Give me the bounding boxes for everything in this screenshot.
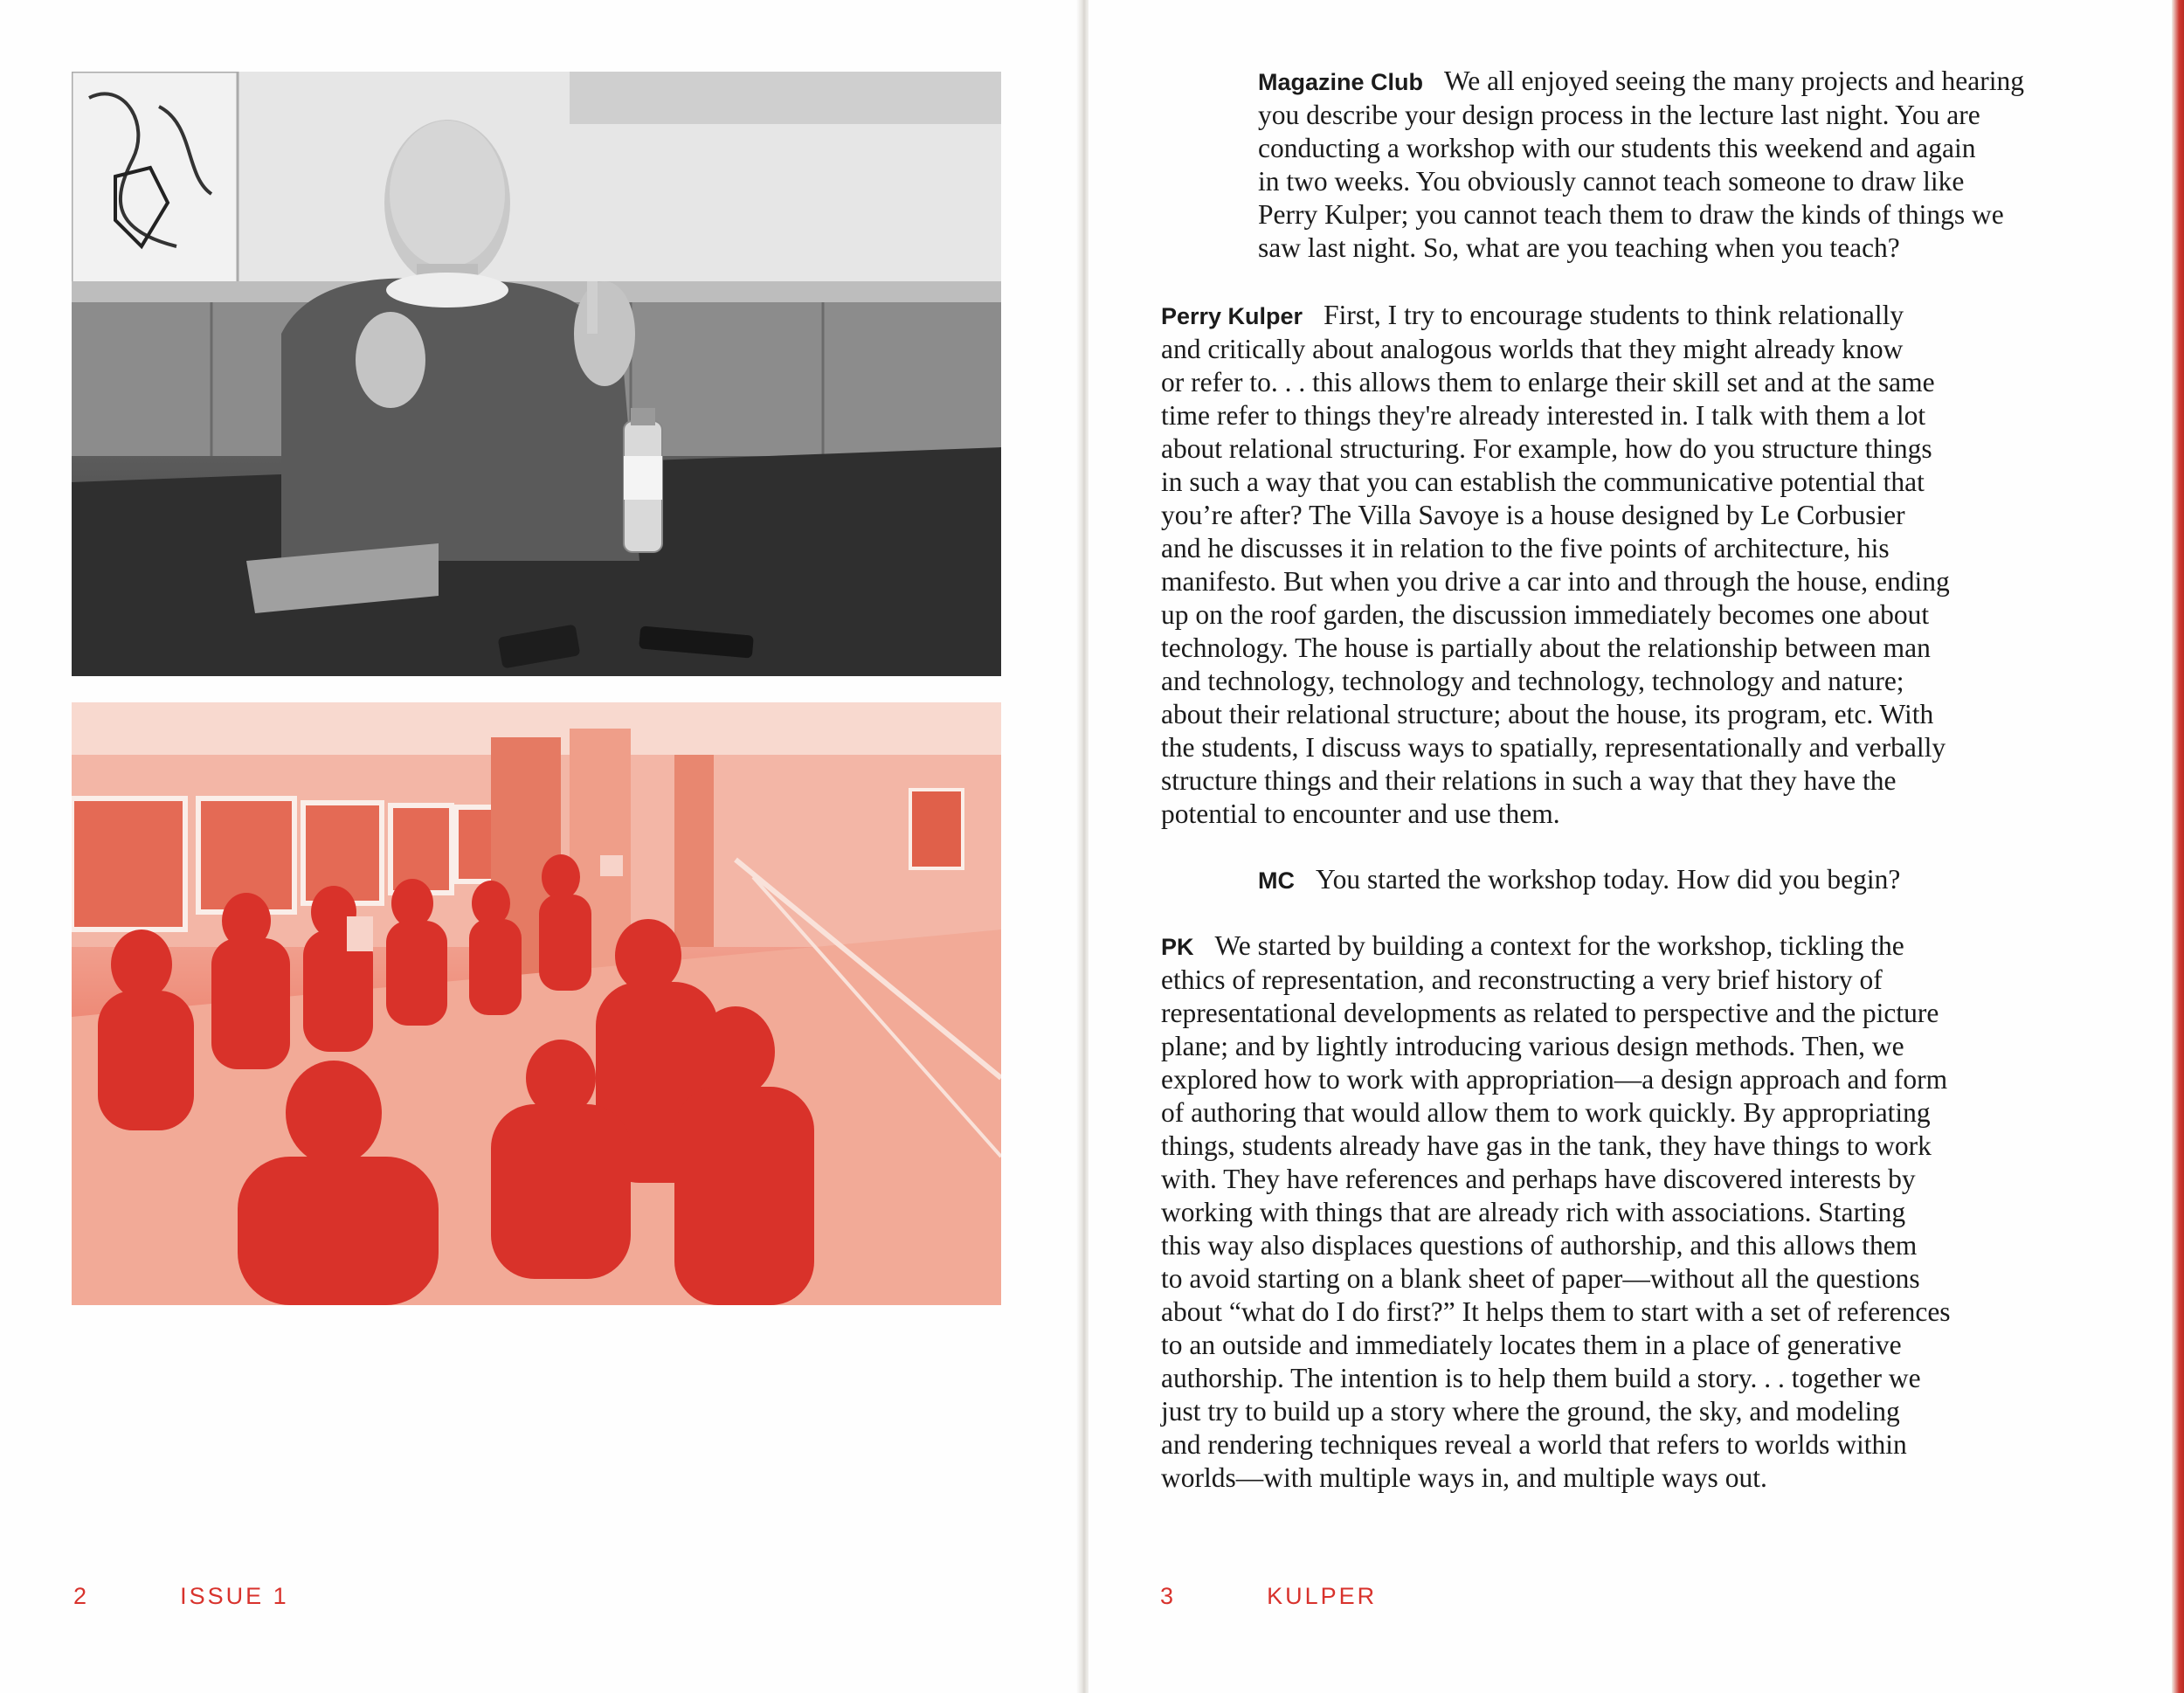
question-1	[1258, 65, 2024, 265]
answer-2-line-3: plane; and by lightly introducing various design methods. Then, we	[1161, 1031, 1904, 1061]
folio-left	[73, 1583, 289, 1610]
answer-1-line-2: or refer to. . . this allows them to enlarge their skill set and at the same	[1161, 367, 1935, 397]
question-1-line-3: in two weeks. You obviously cannot teach someone to draw like	[1258, 166, 1965, 197]
question-1-line-5: saw last night. So, what are you teaching when you teach?	[1258, 232, 1900, 263]
answer-2-line-0: PK We started by building a context for the workshop, tickling the	[1161, 930, 1904, 961]
red-cover-edge	[2172, 0, 2184, 1693]
answer-2-line-14: just try to build up a story where the ground, the sky, and modeling	[1161, 1396, 1900, 1427]
answer-1-line-0: Perry Kulper First, I try to encourage students to think relationally	[1161, 300, 1904, 330]
answer-2-line-16: worlds—with multiple ways in, and multiple ways out.	[1161, 1462, 1767, 1493]
photo-interview	[72, 72, 1001, 676]
answer-2-line-1: ethics of representation, and reconstructing a very brief history of	[1161, 964, 1883, 995]
answer-2-line-12: to an outside and immediately locates them in a place of generative	[1161, 1330, 1902, 1360]
folio-right	[1160, 1583, 1377, 1610]
question-2-line-0: MC You started the workshop today. How did you begin?	[1258, 864, 1901, 895]
answer-2-line-5: of authoring that would allow them to work quickly. By appropriating	[1161, 1097, 1931, 1128]
answer-1-line-11: and technology, technology and technology, technology and nature;	[1161, 666, 1904, 696]
page-number-left: 2	[73, 1583, 87, 1609]
answer-2-line-15: and rendering techniques reveal a world that refers to worlds within	[1161, 1429, 1907, 1460]
answer-1-line-1: and critically about analogous worlds that they might already know	[1161, 334, 1904, 364]
answer-1-line-9: up on the roof garden, the discussion immediately becomes one about	[1161, 599, 1930, 630]
speaker-pk: PK	[1161, 934, 1194, 960]
question-1-line-2: conducting a workshop with our students this weekend and again	[1258, 133, 1976, 163]
answer-1-line-14: structure things and their relations in such a way that they have the	[1161, 765, 1897, 796]
answer-2-line-13: authorship. The intention is to help them build a story. . . together we	[1161, 1363, 1921, 1393]
right-page	[1089, 0, 2184, 1693]
answer-2-line-11: about “what do I do first?” It helps them to start with a set of references	[1161, 1296, 1951, 1327]
answer-2-line-10: to avoid starting on a blank sheet of paper—without all the questions	[1161, 1263, 1920, 1294]
speaker-magazine-club: Magazine Club	[1258, 69, 1424, 95]
answer-1-line-3: time refer to things they're already interested in. I talk with them a lot	[1161, 400, 1926, 431]
answer-2-line-8: working with things that are already rich with associations. Starting	[1161, 1197, 1906, 1227]
answer-1-line-8: manifesto. But when you drive a car into and through the house, ending	[1161, 566, 1950, 597]
question-2	[1258, 863, 1900, 897]
speaker-perry-kulper: Perry Kulper	[1161, 303, 1303, 329]
answer-1-line-12: about their relational structure; about the house, its program, etc. With	[1161, 699, 1934, 729]
speaker-mc: MC	[1258, 867, 1295, 894]
question-1-line-1: you describe your design process in the lecture last night. You are	[1258, 100, 1980, 130]
answer-1	[1161, 299, 1950, 831]
answer-1-line-10: technology. The house is partially about the relationship between man	[1161, 632, 1931, 663]
answer-2-line-6: things, students already have gas in the tank, they have things to work	[1161, 1130, 1932, 1161]
photo-interview-illustration	[72, 72, 1001, 676]
answer-1-line-13: the students, I discuss ways to spatially, representationally and verbally	[1161, 732, 1946, 763]
photo-workshop-illustration	[72, 702, 1001, 1305]
answer-1-line-15: potential to encounter and use them.	[1161, 798, 1560, 829]
answer-2-line-2: representational developments as related to perspective and the picture	[1161, 998, 1939, 1028]
answer-1-line-4: about relational structuring. For example, how do you structure things	[1161, 433, 1932, 464]
answer-2-line-4: explored how to work with appropriation—a design approach and form	[1161, 1064, 1948, 1095]
answer-2-line-7: with. They have references and perhaps have discovered interests by	[1161, 1164, 1916, 1194]
answer-2-line-9: this way also displaces questions of authorship, and this allows them	[1161, 1230, 1918, 1261]
answer-1-line-7: and he discusses it in relation to the five points of architecture, his	[1161, 533, 1890, 563]
answer-1-line-5: in such a way that you can establish the communicative potential that	[1161, 466, 1925, 497]
page-number-right: 3	[1160, 1583, 1174, 1609]
issue-label: ISSUE 1	[180, 1583, 289, 1609]
question-1-line-4: Perry Kulper; you cannot teach them to draw the kinds of things we	[1258, 199, 2004, 230]
question-1-line-0: Magazine Club We all enjoyed seeing the many projects and hearing	[1258, 66, 2024, 96]
left-page	[0, 0, 1082, 1693]
interviewee-label: KULPER	[1267, 1583, 1378, 1609]
photo-workshop	[72, 702, 1001, 1305]
answer-2	[1161, 929, 1951, 1495]
answer-1-line-6: you’re after? The Villa Savoye is a house designed by Le Corbusier	[1161, 500, 1905, 530]
